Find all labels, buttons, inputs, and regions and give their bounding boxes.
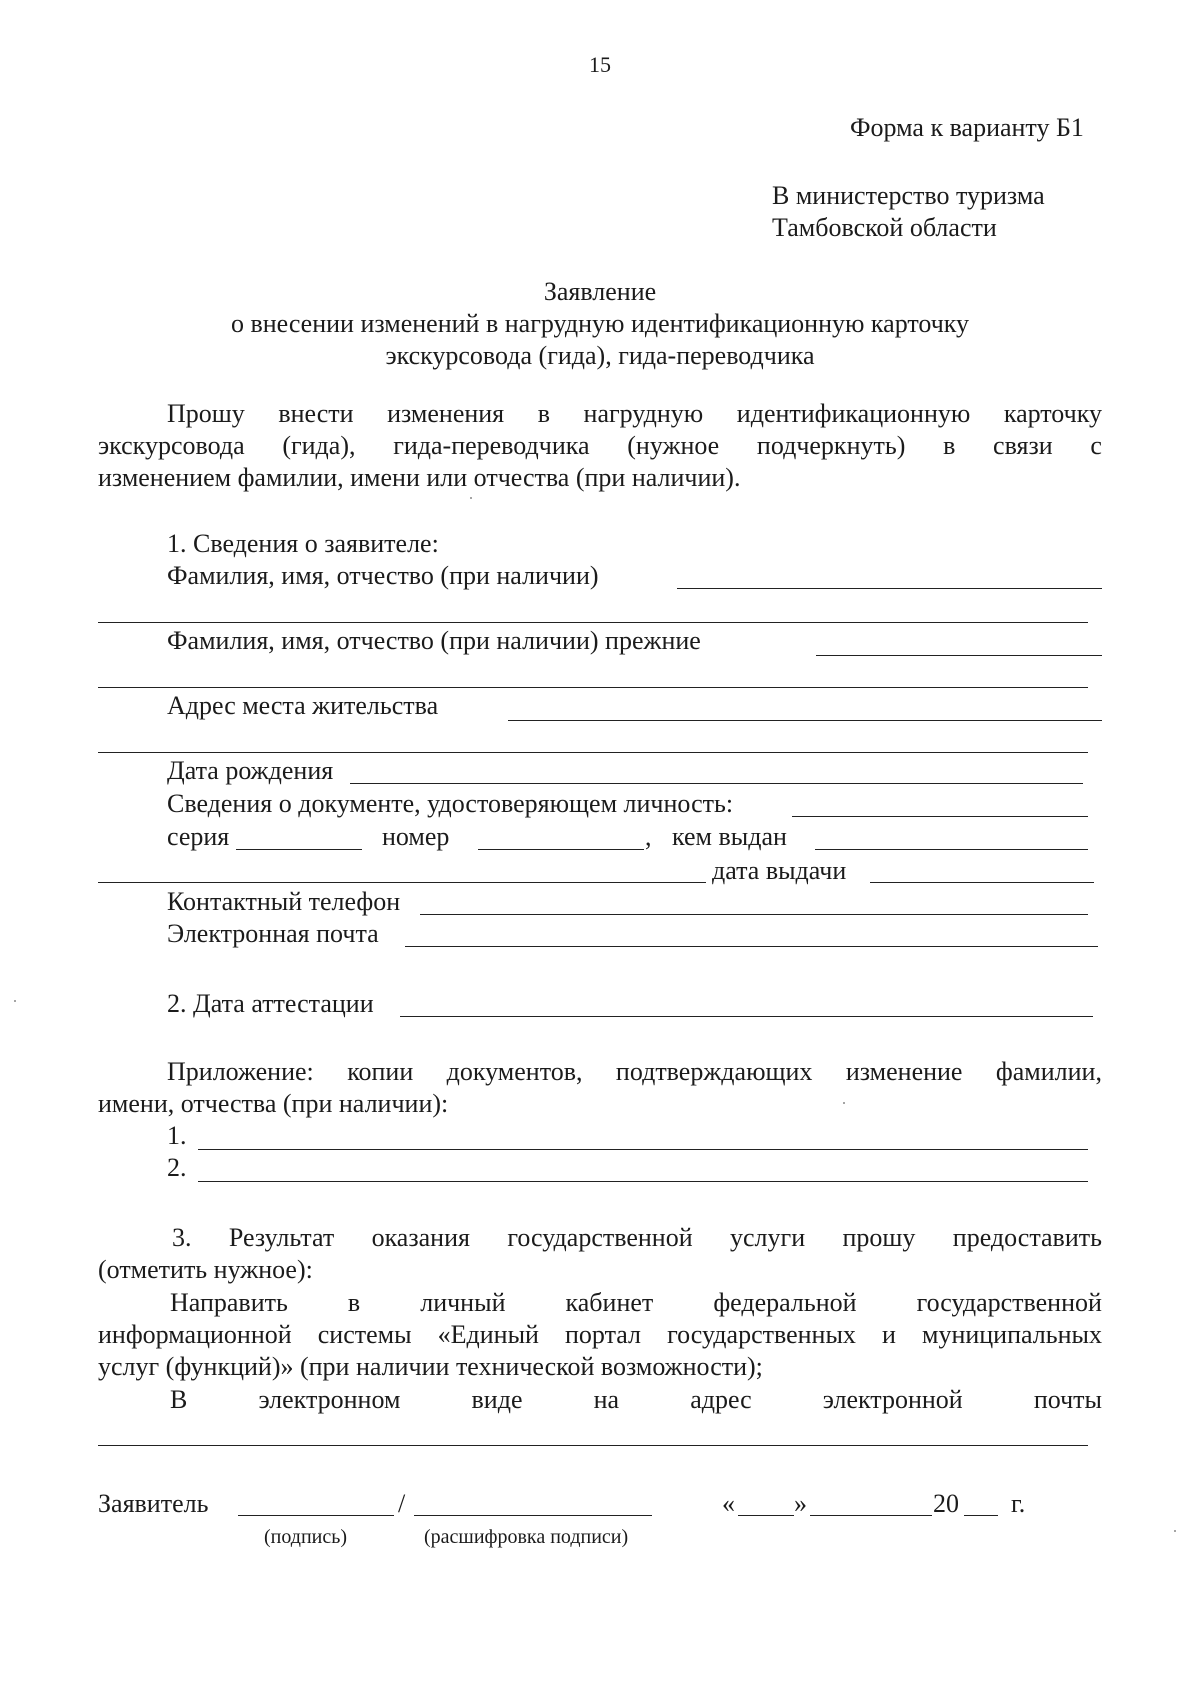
applicant-label: Заявитель bbox=[98, 1489, 209, 1518]
series-field[interactable] bbox=[236, 849, 362, 850]
full-name-field-continuation[interactable] bbox=[98, 622, 1088, 623]
option-word: «Единый bbox=[437, 1320, 539, 1349]
attachment-line-1 bbox=[167, 1056, 1102, 1087]
option-word: государственных bbox=[667, 1320, 856, 1349]
option-word: адрес bbox=[690, 1385, 752, 1414]
option-1-line-3: услуг (функций)» (при наличии технической возможности); bbox=[98, 1352, 763, 1381]
result-line-2: (отметить нужное): bbox=[98, 1255, 313, 1284]
option-word: виде bbox=[471, 1385, 523, 1414]
option-word: федеральной bbox=[713, 1288, 857, 1317]
request-word: гида-переводчика bbox=[393, 431, 590, 460]
document-subtitle-line-1: о внесении изменений в нагрудную идентификационную карточку bbox=[230, 309, 970, 338]
option-word: В bbox=[170, 1385, 188, 1414]
previous-name-label: Фамилия, имя, отчество (при наличии) прежние bbox=[167, 626, 701, 655]
attachment-word: копии bbox=[347, 1057, 414, 1086]
option-word: в bbox=[347, 1288, 361, 1317]
scan-speck bbox=[1174, 1530, 1176, 1532]
option-2-line bbox=[170, 1384, 1102, 1415]
address-field[interactable] bbox=[508, 720, 1102, 721]
option-word: муниципальных bbox=[921, 1320, 1102, 1349]
birth-date-label: Дата рождения bbox=[167, 756, 334, 785]
id-document-field[interactable] bbox=[792, 816, 1088, 817]
option-word: системы bbox=[317, 1320, 412, 1349]
request-word: связи bbox=[993, 431, 1053, 460]
address-field-continuation[interactable] bbox=[98, 752, 1088, 753]
attachment-word: Приложение: bbox=[167, 1057, 314, 1086]
issue-date-label: дата выдачи bbox=[712, 856, 847, 885]
result-word: услуги bbox=[730, 1223, 806, 1252]
attachment-line-2: имени, отчества (при наличии): bbox=[98, 1089, 449, 1118]
id-document-label: Сведения о документе, удостоверяющем личность: bbox=[167, 789, 734, 818]
phone-label: Контактный телефон bbox=[167, 887, 401, 916]
date-year-prefix: 20 bbox=[933, 1489, 959, 1518]
request-word: в bbox=[943, 431, 956, 460]
result-word: государственной bbox=[507, 1223, 693, 1252]
request-line-2 bbox=[98, 430, 1102, 461]
result-word: предоставить bbox=[952, 1223, 1102, 1252]
previous-name-field-continuation[interactable] bbox=[98, 687, 1088, 688]
previous-name-field[interactable] bbox=[816, 655, 1102, 656]
signature-decoding-field[interactable] bbox=[414, 1515, 652, 1516]
request-word: (гида), bbox=[282, 431, 356, 460]
request-line-3: изменением фамилии, имени или отчества (при наличии). bbox=[98, 463, 741, 492]
series-label: серия bbox=[167, 822, 230, 851]
issued-by-field-continuation[interactable] bbox=[98, 882, 706, 883]
section-1-heading: 1. Сведения о заявителе: bbox=[167, 529, 439, 558]
form-variant-label: Форма к варианту Б1 bbox=[850, 113, 1084, 142]
request-word: подчеркнуть) bbox=[756, 431, 906, 460]
option-word: на bbox=[593, 1385, 620, 1414]
issued-by-field[interactable] bbox=[815, 849, 1088, 850]
email-field[interactable] bbox=[405, 946, 1098, 947]
request-word: (нужное bbox=[627, 431, 720, 460]
request-word: нагрудную bbox=[583, 399, 704, 428]
document-title: Заявление bbox=[543, 277, 657, 306]
phone-field[interactable] bbox=[420, 914, 1088, 915]
result-word: прошу bbox=[842, 1223, 916, 1252]
date-quote-close: » bbox=[794, 1489, 807, 1518]
birth-date-field[interactable] bbox=[350, 783, 1083, 784]
signature-field[interactable] bbox=[238, 1515, 394, 1516]
request-line-1 bbox=[167, 398, 1102, 429]
option-word: почты bbox=[1033, 1385, 1102, 1414]
addressee-line-1: В министерство туризма bbox=[772, 181, 1045, 210]
full-name-field[interactable] bbox=[677, 588, 1102, 589]
document-subtitle-line-2: экскурсовода (гида), гида-переводчика bbox=[385, 341, 815, 370]
request-word: изменения bbox=[387, 399, 505, 428]
date-year-field[interactable] bbox=[964, 1515, 998, 1516]
issued-by-label: кем выдан bbox=[672, 822, 787, 851]
number-comma: , bbox=[645, 822, 652, 851]
option-word: личный bbox=[420, 1288, 506, 1317]
addressee-line-2: Тамбовской области bbox=[772, 213, 997, 242]
email-address-field[interactable] bbox=[98, 1445, 1088, 1446]
attachment-word: фамилии, bbox=[995, 1057, 1102, 1086]
attachment-word: изменение bbox=[845, 1057, 963, 1086]
address-label: Адрес места жительства bbox=[167, 691, 439, 720]
signature-slash: / bbox=[398, 1489, 406, 1518]
result-word: Результат bbox=[228, 1223, 335, 1252]
attachment-word: документов, bbox=[446, 1057, 583, 1086]
option-word: Направить bbox=[170, 1288, 288, 1317]
scan-speck bbox=[470, 497, 472, 499]
option-1-line-2 bbox=[98, 1319, 1102, 1350]
scan-speck bbox=[843, 1102, 845, 1104]
option-1-line-1 bbox=[170, 1287, 1102, 1318]
number-field[interactable] bbox=[478, 849, 644, 850]
result-word: оказания bbox=[371, 1223, 470, 1252]
full-name-label: Фамилия, имя, отчество (при наличии) bbox=[167, 561, 599, 590]
email-label: Электронная почта bbox=[167, 919, 379, 948]
request-word: внести bbox=[278, 399, 354, 428]
request-word: в bbox=[537, 399, 550, 428]
request-word: экскурсовода bbox=[98, 431, 245, 460]
date-month-field[interactable] bbox=[810, 1515, 932, 1516]
attestation-date-field[interactable] bbox=[400, 1016, 1093, 1017]
number-label: номер bbox=[382, 822, 450, 851]
request-word: с bbox=[1090, 431, 1102, 460]
option-word: электронной bbox=[822, 1385, 963, 1414]
option-word: информационной bbox=[98, 1320, 292, 1349]
request-word: идентификационную bbox=[736, 399, 971, 428]
date-quote-open: « bbox=[722, 1489, 735, 1518]
result-word: 3. bbox=[172, 1223, 192, 1252]
request-word: карточку bbox=[1003, 399, 1102, 428]
option-word: портал bbox=[565, 1320, 642, 1349]
attachment-item-2-field[interactable] bbox=[198, 1181, 1088, 1182]
signature-caption: (подпись) bbox=[264, 1526, 348, 1548]
option-word: государственной bbox=[916, 1288, 1102, 1317]
result-line-1 bbox=[172, 1222, 1102, 1253]
issue-date-field[interactable] bbox=[870, 882, 1094, 883]
attestation-date-label: 2. Дата аттестации bbox=[167, 989, 374, 1018]
attachment-item-2-number: 2. bbox=[167, 1153, 187, 1182]
scan-speck bbox=[14, 1000, 16, 1002]
option-word: электронном bbox=[258, 1385, 401, 1414]
page-number: 15 bbox=[589, 52, 611, 77]
request-word: Прошу bbox=[167, 399, 245, 428]
option-word: и bbox=[882, 1320, 896, 1349]
attachment-item-1-number: 1. bbox=[167, 1121, 187, 1150]
option-word: кабинет bbox=[565, 1288, 654, 1317]
attachment-item-1-field[interactable] bbox=[198, 1149, 1088, 1150]
date-year-suffix: г. bbox=[1011, 1489, 1026, 1518]
date-day-field[interactable] bbox=[738, 1515, 794, 1516]
signature-decoding-caption: (расшифровка подписи) bbox=[424, 1526, 629, 1548]
attachment-word: подтверждающих bbox=[615, 1057, 813, 1086]
